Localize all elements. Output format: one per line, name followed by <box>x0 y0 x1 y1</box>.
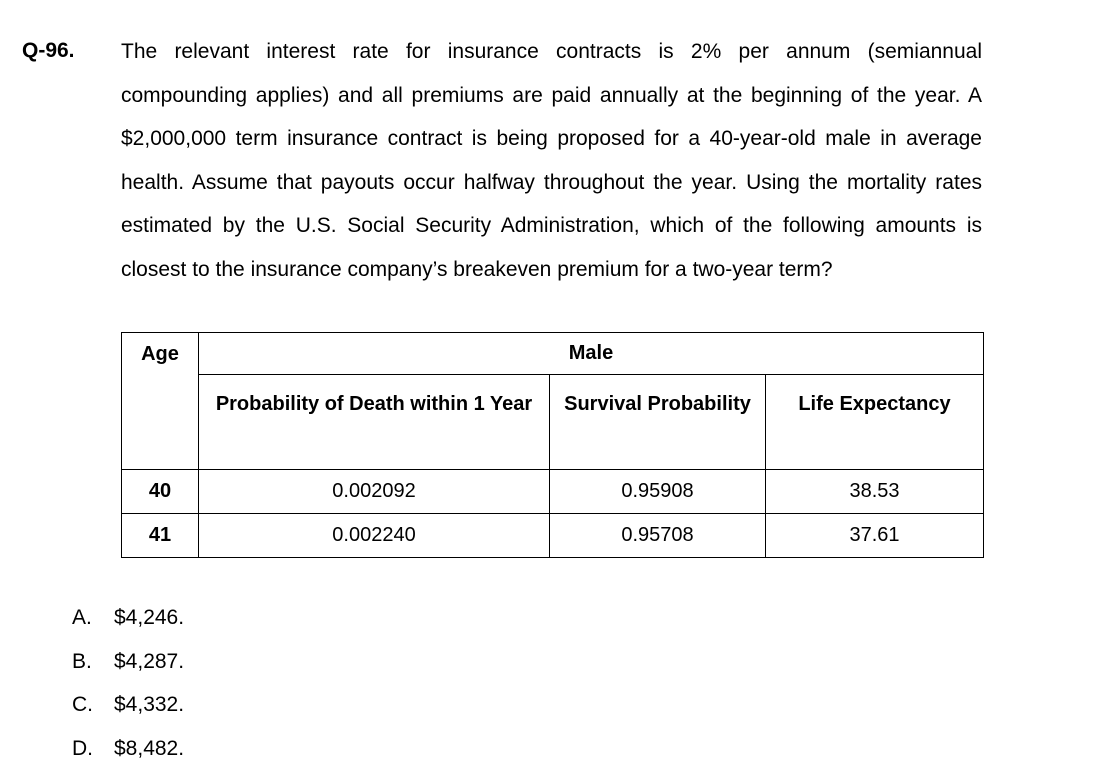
question-number: Q-96. <box>22 39 75 62</box>
male-header: Male <box>199 333 984 375</box>
life-expectancy-cell: 38.53 <box>766 470 984 514</box>
choice-c[interactable] <box>72 683 184 727</box>
survival-prob-cell: 0.95708 <box>550 514 766 558</box>
age-cell: 41 <box>122 514 199 558</box>
choice-d[interactable] <box>72 727 184 771</box>
mortality-table <box>121 332 984 558</box>
choice-b[interactable] <box>72 640 184 684</box>
table-row <box>122 514 984 558</box>
survival-prob-header: Survival Probability <box>550 375 766 470</box>
choice-a[interactable] <box>72 596 184 640</box>
choice-text: $4,246. <box>114 606 185 629</box>
question-stem: The relevant interest rate for insurance contracts is 2% per annum (semiannual compounding applies) and all premiums are paid annually at the beginning of the year. A $2,000,000 term insurance contract is being proposed for a 40-year-old male in average health. Assume that payouts occur halfway throughout the year. Using the mortality rates estimated by the U.S. Social Security Administration, which of the following amounts is closest to the insurance company’s breakeven premium for a two-year term? <box>121 40 982 281</box>
choice-letter: D. <box>72 736 93 760</box>
life-expectancy-cell: 37.61 <box>766 514 984 558</box>
choice-text: $4,287. <box>114 649 185 673</box>
age-header: Age <box>122 333 199 470</box>
life-expectancy-header: Life Expectancy <box>766 375 984 470</box>
death-prob-cell: 0.002092 <box>199 470 550 514</box>
table-row <box>122 470 984 514</box>
choice-letter: B. <box>72 649 92 673</box>
death-prob-header: Probability of Death within 1 Year <box>199 375 550 470</box>
choice-letter: A. <box>72 606 92 629</box>
age-cell: 40 <box>122 470 199 514</box>
answer-choices <box>72 596 184 770</box>
death-prob-cell: 0.002240 <box>199 514 550 558</box>
choice-text: $4,332. <box>114 693 185 716</box>
choice-letter: C. <box>72 693 93 716</box>
survival-prob-cell: 0.95908 <box>550 470 766 514</box>
choice-text: $8,482. <box>114 736 185 760</box>
